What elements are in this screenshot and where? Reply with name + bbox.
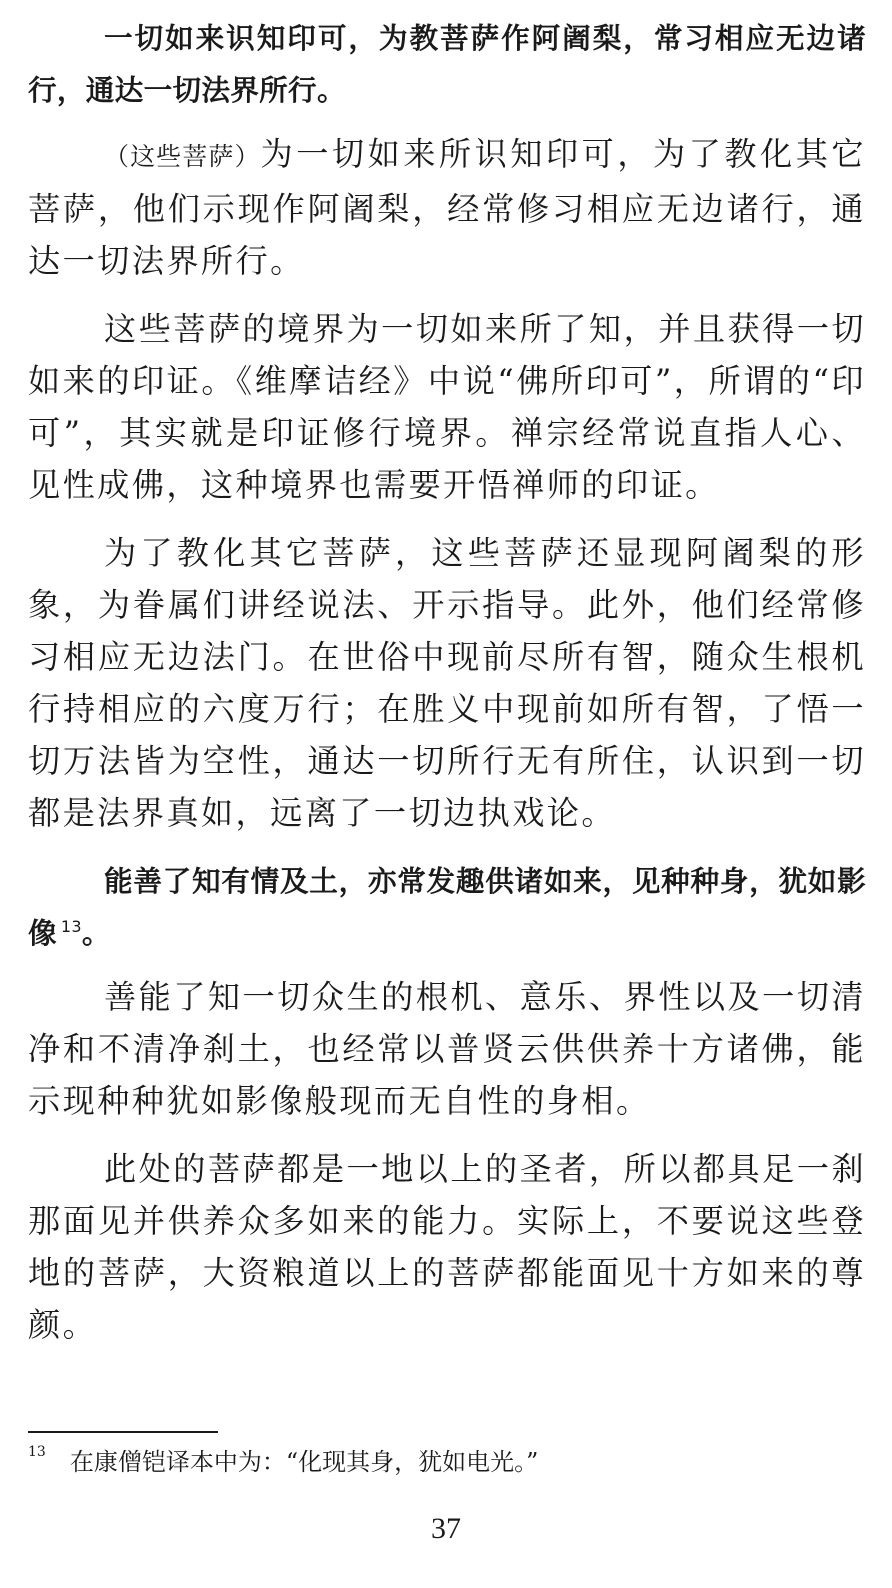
- page-number: 37: [431, 1512, 461, 1545]
- footnote-mark: 13: [28, 1444, 46, 1460]
- verse-2-text: 能善了知有情及土，亦常发趣供诸如来，见种种身，犹如影像: [28, 864, 866, 950]
- verse-1: 一切如来识知印可，为教菩萨作阿阇梨，常习相应无边诸行，通达一切法界所行。: [28, 21, 866, 107]
- commentary-1: [28, 128, 866, 287]
- page-body: [28, 12, 866, 1367]
- footnote: [28, 1442, 538, 1482]
- commentary-4: 善能了知一切众生的根机、意乐、界性以及一切清净和不清净刹土，也经常以普贤云供供养十方诸佛，能示现种种犹如影像般现而无自性的身相。: [28, 978, 866, 1120]
- footnote-reference[interactable]: 13: [60, 917, 82, 937]
- commentary-1-text: 为一切如来所识知印可，为了教化其它菩萨，他们示现作阿阇梨，经常修习相应无边诸行，通达一切法界所行。: [28, 135, 866, 280]
- verse-2-end: 。: [81, 916, 111, 950]
- footnote-divider: [28, 1431, 218, 1433]
- verse-2: [28, 855, 866, 959]
- commentary-3: 为了教化其它菩萨，这些菩萨还显现阿阇梨的形象，为眷属们讲经说法、开示指导。此外，他们经常修习相应无边法门。在世俗中现前尽所有智，随众生根机行持相应的六度万行；在胜义中现前如所有智，了悟一切万法皆为空性，通达一切所行无有所住，认识到一切都是法界真如，远离了一切边执戏论。: [28, 534, 866, 832]
- commentary-5: 此处的菩萨都是一地以上的圣者，所以都具足一刹那面见并供养众多如来的能力。实际上，不要说这些登地的菩萨，大资粮道以上的菩萨都能面见十方如来的尊颜。: [28, 1150, 866, 1344]
- commentary-2: 这些菩萨的境界为一切如来所了知，并且获得一切如来的印证。《维摩诘经》中说“佛所印可”，所谓的“印可”，其实就是印证修行境界。禅宗经常说直指人心、见性成佛，这种境界也需要开悟禅师的印证。: [28, 310, 866, 504]
- commentary-1-subject: （这些菩萨）: [104, 142, 261, 171]
- footnote-text: 在康僧铠译本中为：“化现其身，犹如电光。”: [69, 1448, 539, 1476]
